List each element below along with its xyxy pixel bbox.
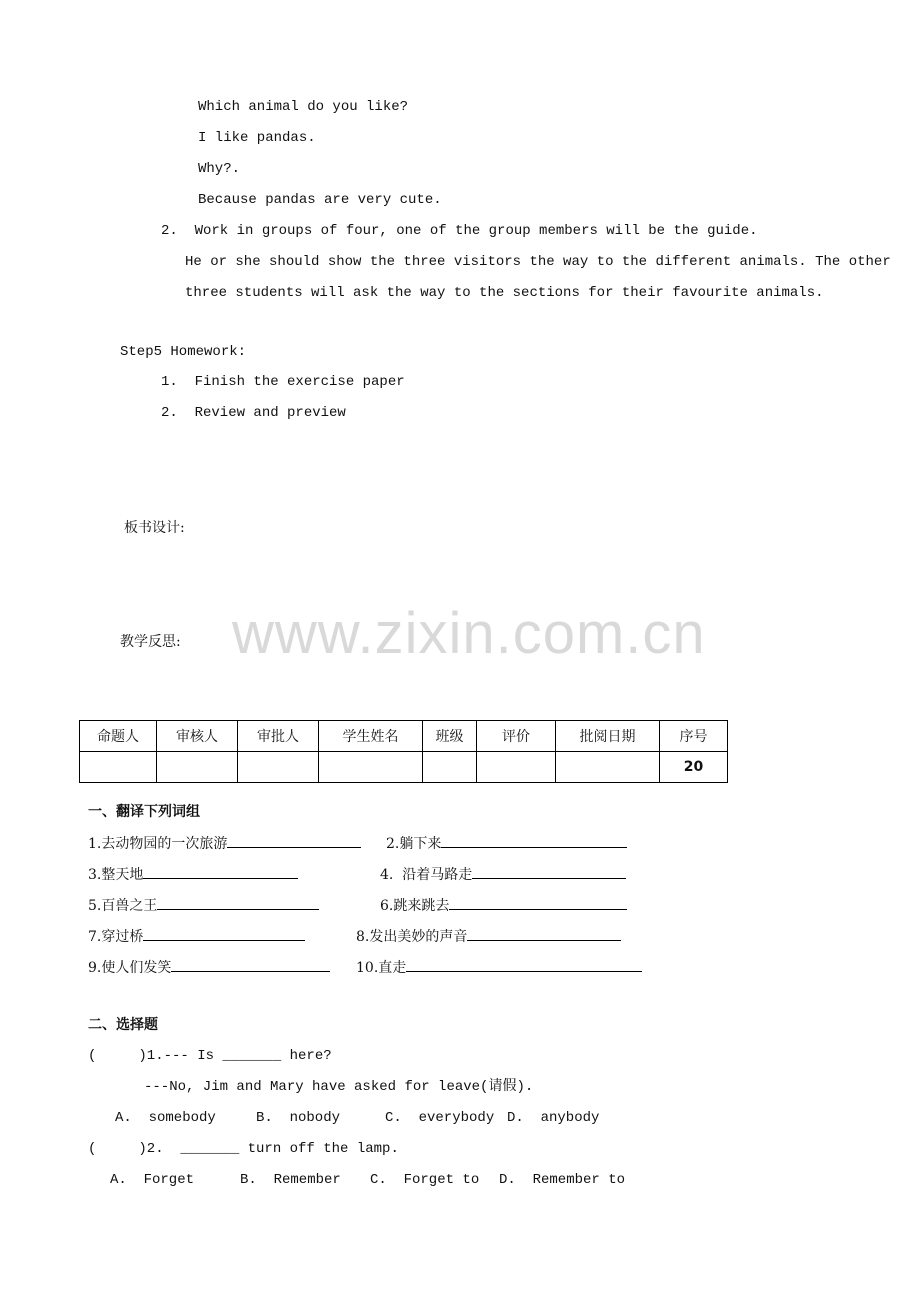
question-1-option-b: B. nobody <box>256 1110 341 1126</box>
info-table <box>79 720 728 783</box>
translation-item: 1.去动物园的一次旅游 <box>88 834 361 853</box>
question-1-option-a: A. somebody <box>115 1110 216 1126</box>
translation-item: 9.使人们发笑 <box>88 958 330 977</box>
table-cell <box>556 752 660 783</box>
translation-item: 4. 沿着马路走 <box>380 865 626 884</box>
question-1-option-d: D. anybody <box>507 1110 600 1126</box>
question-2-option-c: C. Forget to <box>370 1172 480 1188</box>
translation-item: 5.百兽之王 <box>88 896 319 915</box>
question-2-option-d: D. Remember to <box>499 1172 626 1188</box>
watermark: www.zixin.com.cn <box>232 601 706 666</box>
section1-title: 一、翻译下列词组 <box>88 804 200 820</box>
translation-item: 8.发出美妙的声音 <box>356 927 621 946</box>
dialogue-question: Which animal do you like? <box>198 99 409 115</box>
question-2-option-b: B. Remember <box>240 1172 341 1188</box>
table-header-cell: 评价 <box>477 721 556 752</box>
table-header-row <box>80 721 728 752</box>
table-header-cell: 班级 <box>423 721 477 752</box>
question-1-option-c: C. everybody <box>385 1110 495 1126</box>
task2-line3: three students will ask the way to the sections for their favourite animals. <box>185 285 824 301</box>
homework-item: 1. Finish the exercise paper <box>161 374 405 390</box>
translation-item: 10.直走 <box>356 958 642 977</box>
table-cell <box>423 752 477 783</box>
task2-line1: 2. Work in groups of four, one of the group members will be the guide. <box>161 223 758 239</box>
question-2-option-a: A. Forget <box>110 1172 195 1188</box>
question-1-stem: ( )1.--- Is _______ here? <box>88 1048 332 1064</box>
table-header-cell: 审批人 <box>238 721 319 752</box>
homework-item: 2. Review and preview <box>161 405 346 421</box>
dialogue-answer: I like pandas. <box>198 130 316 146</box>
homework-title: Step5 Homework: <box>120 344 247 360</box>
table-row <box>80 752 728 783</box>
board-design-label: 板书设计: <box>124 520 185 536</box>
dialogue-because: Because pandas are very cute. <box>198 192 442 208</box>
reflection-label: 教学反思: <box>120 634 181 650</box>
table-cell-number: 20 <box>660 752 728 783</box>
table-header-cell: 命题人 <box>80 721 157 752</box>
table-cell <box>157 752 238 783</box>
table-cell <box>477 752 556 783</box>
table-cell <box>319 752 423 783</box>
translation-item: 7.穿过桥 <box>88 927 305 946</box>
table-header-cell: 序号 <box>660 721 728 752</box>
question-2-stem: ( )2. _______ turn off the lamp. <box>88 1141 399 1157</box>
section2-title: 二、选择题 <box>88 1017 158 1033</box>
table-cell <box>80 752 157 783</box>
table-header-cell: 审核人 <box>157 721 238 752</box>
translation-item: 2.躺下来 <box>386 834 627 853</box>
question-1-reply: ---No, Jim and Mary have asked for leave(请假). <box>144 1079 534 1095</box>
table-header-cell: 批阅日期 <box>556 721 660 752</box>
table-cell <box>238 752 319 783</box>
dialogue-why: Why?. <box>198 161 241 177</box>
task2-line2: He or she should show the three visitors the way to the different animals. The other <box>185 254 891 270</box>
translation-item: 3.整天地 <box>88 865 298 884</box>
table-header-cell: 学生姓名 <box>319 721 423 752</box>
translation-item: 6.跳来跳去 <box>380 896 627 915</box>
